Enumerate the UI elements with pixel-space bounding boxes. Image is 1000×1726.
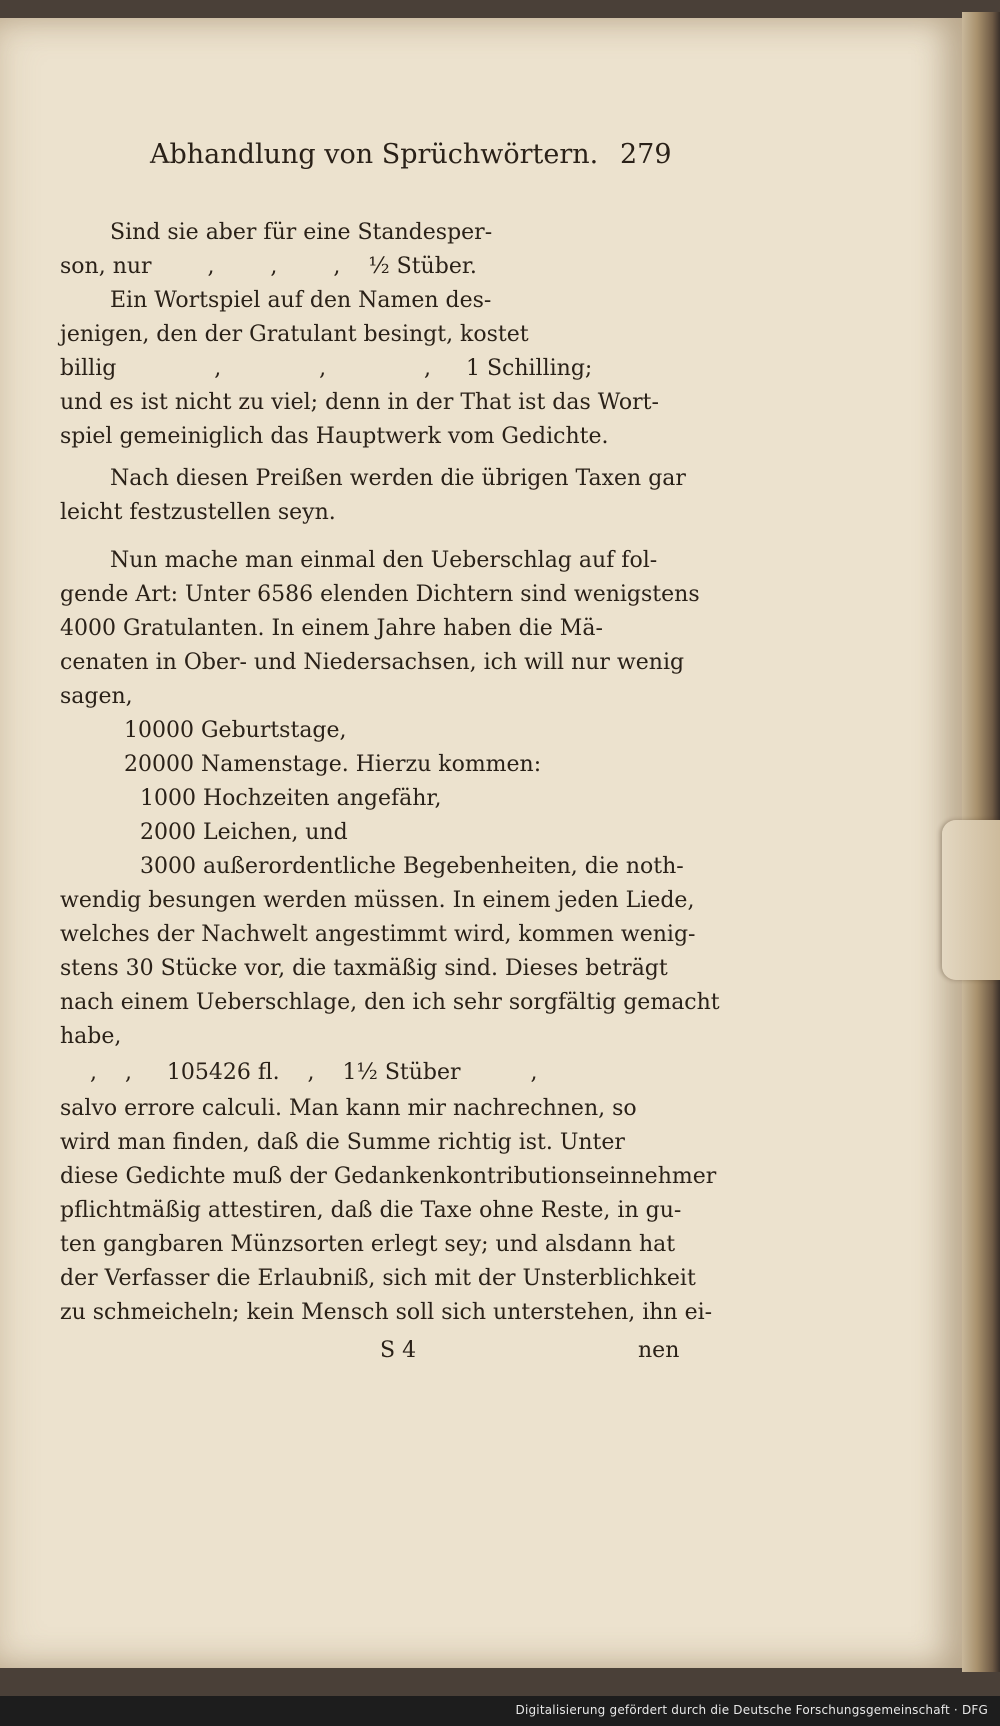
text-line: son, nur , , , ½ Stüber.	[60, 254, 477, 279]
text-line: sagen,	[60, 684, 133, 709]
text-line: wird man finden, daß die Summe richtig ist. Unter	[60, 1130, 625, 1155]
text-line: und es ist nicht zu viel; denn in der That ist das Wort-	[60, 390, 659, 415]
text-line: gende Art: Unter 6586 elenden Dichtern sind wenigstens	[60, 582, 700, 607]
running-header: Abhandlung von Sprüchwörtern.	[150, 139, 599, 170]
text-line: Sind sie aber für eine Standesper-	[110, 220, 493, 245]
text-line: billig , , , 1 Schilling;	[60, 356, 593, 381]
text-line: salvo errore calculi. Man kann mir nachrechnen, so	[60, 1096, 637, 1121]
text-line: jenigen, den der Gratulant besingt, kostet	[60, 322, 529, 347]
text-line: spiel gemeiniglich das Hauptwerk vom Gedichte.	[60, 424, 609, 449]
text-line: 4000 Gratulanten. In einem Jahre haben die Mä-	[60, 616, 603, 641]
sum-line: , , 105426 fl. , 1½ Stüber ,	[90, 1060, 538, 1085]
text-line: cenaten in Ober- und Niedersachsen, ich will nur wenig	[60, 650, 685, 675]
text-line: nach einem Ueberschlage, den ich sehr sorgfältig gemacht	[60, 990, 720, 1015]
page-tab	[942, 820, 1000, 980]
text-line: zu schmeicheln; kein Mensch soll sich unterstehen, ihn ei-	[60, 1300, 713, 1325]
text-line: habe,	[60, 1024, 122, 1049]
catchword: nen	[638, 1338, 680, 1363]
text-line: Nach diesen Preißen werden die übrigen Taxen gar	[110, 466, 686, 491]
signature-mark: S 4	[380, 1338, 417, 1363]
list-item: 20000 Namenstage. Hierzu kommen:	[124, 752, 542, 777]
text-line: Ein Wortspiel auf den Namen des-	[110, 288, 492, 313]
text-line: welches der Nachwelt angestimmt wird, kommen wenig-	[60, 922, 696, 947]
text-line: diese Gedichte muß der Gedankenkontributionseinnehmer	[60, 1164, 717, 1189]
text-line: ten gangbaren Münzsorten erlegt sey; und alsdann hat	[60, 1232, 676, 1257]
text-line: der Verfasser die Erlaubniß, sich mit der Unsterblichkeit	[60, 1266, 696, 1291]
page-number: 279	[620, 139, 672, 170]
text-line: leicht festzustellen seyn.	[60, 500, 336, 525]
text-line: wendig besungen werden müssen. In einem jeden Liede,	[60, 888, 695, 913]
list-item: 3000 außerordentliche Begebenheiten, die noth-	[140, 854, 684, 879]
text-line: stens 30 Stücke vor, die taxmäßig sind. Dieses beträgt	[60, 956, 668, 981]
digitization-credit: Digitalisierung gefördert durch die Deutsche Forschungsgemeinschaft · DFG	[515, 1703, 988, 1717]
list-item: 1000 Hochzeiten angefähr,	[140, 786, 442, 811]
list-item: 2000 Leichen, und	[140, 820, 348, 845]
text-line: pflichtmäßig attestiren, daß die Taxe ohne Reste, in gu-	[60, 1198, 682, 1223]
text-line: Nun mache man einmal den Ueberschlag auf fol-	[110, 548, 658, 573]
list-item: 10000 Geburtstage,	[124, 718, 347, 743]
